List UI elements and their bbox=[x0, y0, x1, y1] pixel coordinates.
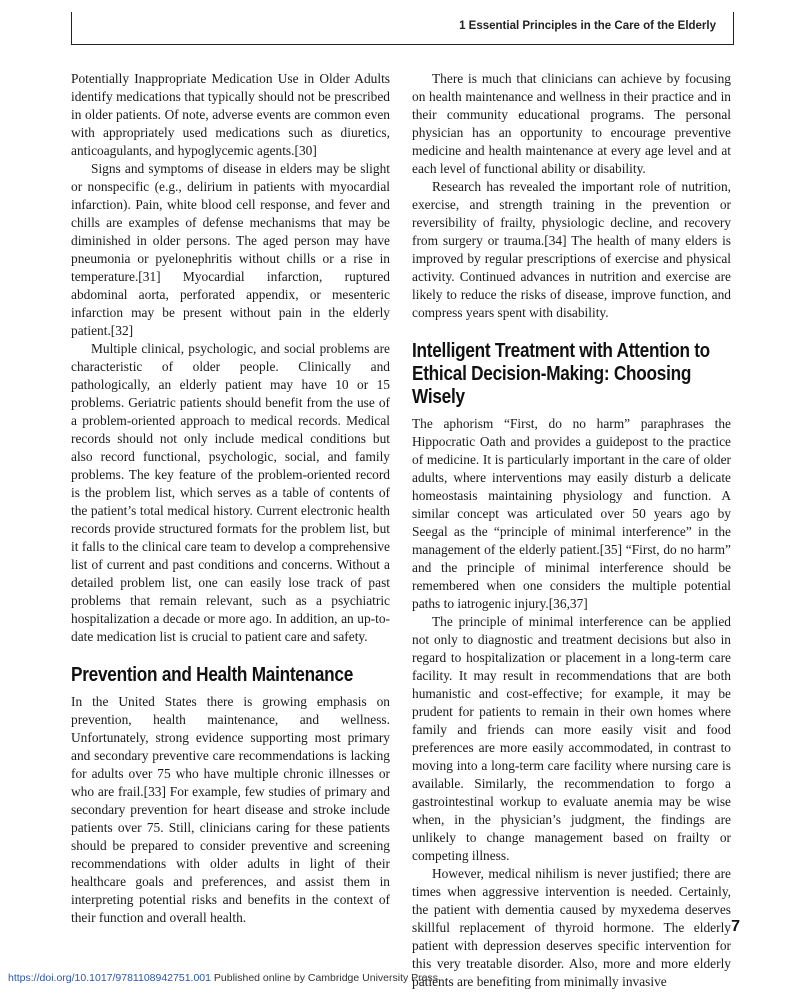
right-paragraph-5: However, medical nihilism is never justified; there are times when aggressive intervention is needed. Certainly, the patient with dementia caused by myxedema deserves skillful replacement of thyroid hormone. The elderly patient with depression deserves specific intervention for this very treatable disorder. Also, more and more elderly patients are benefiting from minimally invasive bbox=[412, 866, 731, 989]
footer bbox=[8, 972, 438, 984]
right-paragraph-2: Research has revealed the important role of nutrition, exercise, and strength training in the prevention or reversibility of frailty, physiologic decline, and recovery from surgery or trauma.[34] The health of many elders is improved by regular prescriptions of exercise and physical activity. Continued advances in nutrition and exercise are likely to reduce the risks of disease, improve function, and compress years spent with disability. bbox=[412, 179, 731, 320]
header-rule-left bbox=[71, 12, 72, 44]
right-paragraph-3: The aphorism “First, do no harm” paraphrases the Hippocratic Oath and provides a guidepost to the practice of medicine. It is particularly important in the care of older adults, where interventions may easily disturb a delicate homeostasis maintaining physiology and function. A similar concept was articulated over 50 years ago by Seegal as the “principle of minimal interference” in the management of the elderly patient.[35] “First, do no harm” and the principle of minimal interference should be remembered when one considers the multiple potential paths to iatrogenic injury.[36,37] bbox=[412, 416, 731, 611]
left-column bbox=[71, 70, 390, 927]
left-paragraph-2: Signs and symptoms of disease in elders may be slight or nonspecific (e.g., delirium in patients with myocardial infarction). Pain, white blood cell response, and fever and chills are examples of defense mechanisms that may be diminished in older persons. The aged person may have pneumonia or pyelonephritis without chills or a rise in temperature.[31] Myocardial infarction, ruptured abdominal aorta, perforated appendix, or mesenteric infarction may be present without pain in the elderly patient.[32] bbox=[71, 161, 390, 338]
doi-link[interactable]: https://doi.org/10.1017/9781108942751.001 bbox=[8, 972, 211, 984]
section-heading-prevention: Prevention and Health Maintenance bbox=[71, 664, 354, 686]
running-head: 1 Essential Principles in the Care of the Elderly bbox=[459, 20, 716, 32]
header-rule-right bbox=[733, 12, 734, 44]
header-rule-bottom bbox=[71, 44, 734, 45]
right-column bbox=[412, 70, 731, 991]
right-paragraph-4: The principle of minimal interference can be applied not only to diagnostic and treatment decisions but also in regard to hospitalization or placement in a long-term care facility. It may result in recommendations that are both humanistic and cost-effective; for example, it may be prudent for patients to remain in their own homes where family and friends can more easily visit and food preferences are more easily accommodated, in contrast to moving into a long-term care facility where nursing care is available. Similarly, the recommendation to forgo a gastrointestinal workup to evaluate anemia may be wise when, in the physician’s judgment, the findings are unlikely to change management based on frailty or competing illness. bbox=[412, 614, 731, 863]
section-heading-intelligent-treatment: Intelligent Treatment with Attention to Ethical Decision-Making: Choosing Wisely bbox=[412, 340, 710, 408]
left-paragraph-1: Potentially Inappropriate Medication Use in Older Adults identify medications that typically should not be prescribed in older patients. Of note, adverse events are common even with appropriately used medications such as diuretics, anticoagulants, and hypoglycemic agents.[30] bbox=[71, 71, 390, 158]
left-paragraph-4: In the United States there is growing emphasis on prevention, health maintenance, and wellness. Unfortunately, strong evidence supporting most primary and secondary preventive care recommendations is lacking for adults over 75 who have multiple chronic illnesses or who are frail.[33] For example, few studies of primary and secondary prevention for heart disease and stroke include patients over 75. Still, clinicians caring for these patients should be prepared to consider preventive and screening recommendations with older adults in light of their healthcare goals and preferences, and assist them in interpreting potential risks and benefits in the context of their function and overall health. bbox=[71, 694, 390, 925]
publisher-note: Published online by Cambridge University Press bbox=[210, 972, 439, 984]
right-paragraph-1: There is much that clinicians can achieve by focusing on health maintenance and wellness in their practice and in their community educational programs. The personal physician has an opportunity to encourage preventive medicine and health maintenance at every age level and at each level of functional ability or disability. bbox=[412, 71, 731, 176]
page-number: 7 bbox=[731, 918, 740, 935]
left-paragraph-3: Multiple clinical, psychologic, and social problems are characteristic of older people. Clinically and pathologically, an elderly patient may have 10 or 15 problems. Geriatric patients should benefit from the use of a problem-oriented approach to medical records. Medical records should not only include medical conditions but also record functional, psychologic, social, and family problems. The key feature of the problem-oriented record is the problem list, which serves as a table of contents of the patient’s total medical history. Current electronic health records provide structured formats for the problem list, but it falls to the clinical care team to develop a comprehensive list of current and past conditions and concerns. Without a detailed problem list, one can easily lose track of past problems that remain relevant, such as a psychiatric hospitalization a decade or more ago. In addition, an up-to-date medication list is crucial to patient care and safety. bbox=[71, 341, 390, 644]
